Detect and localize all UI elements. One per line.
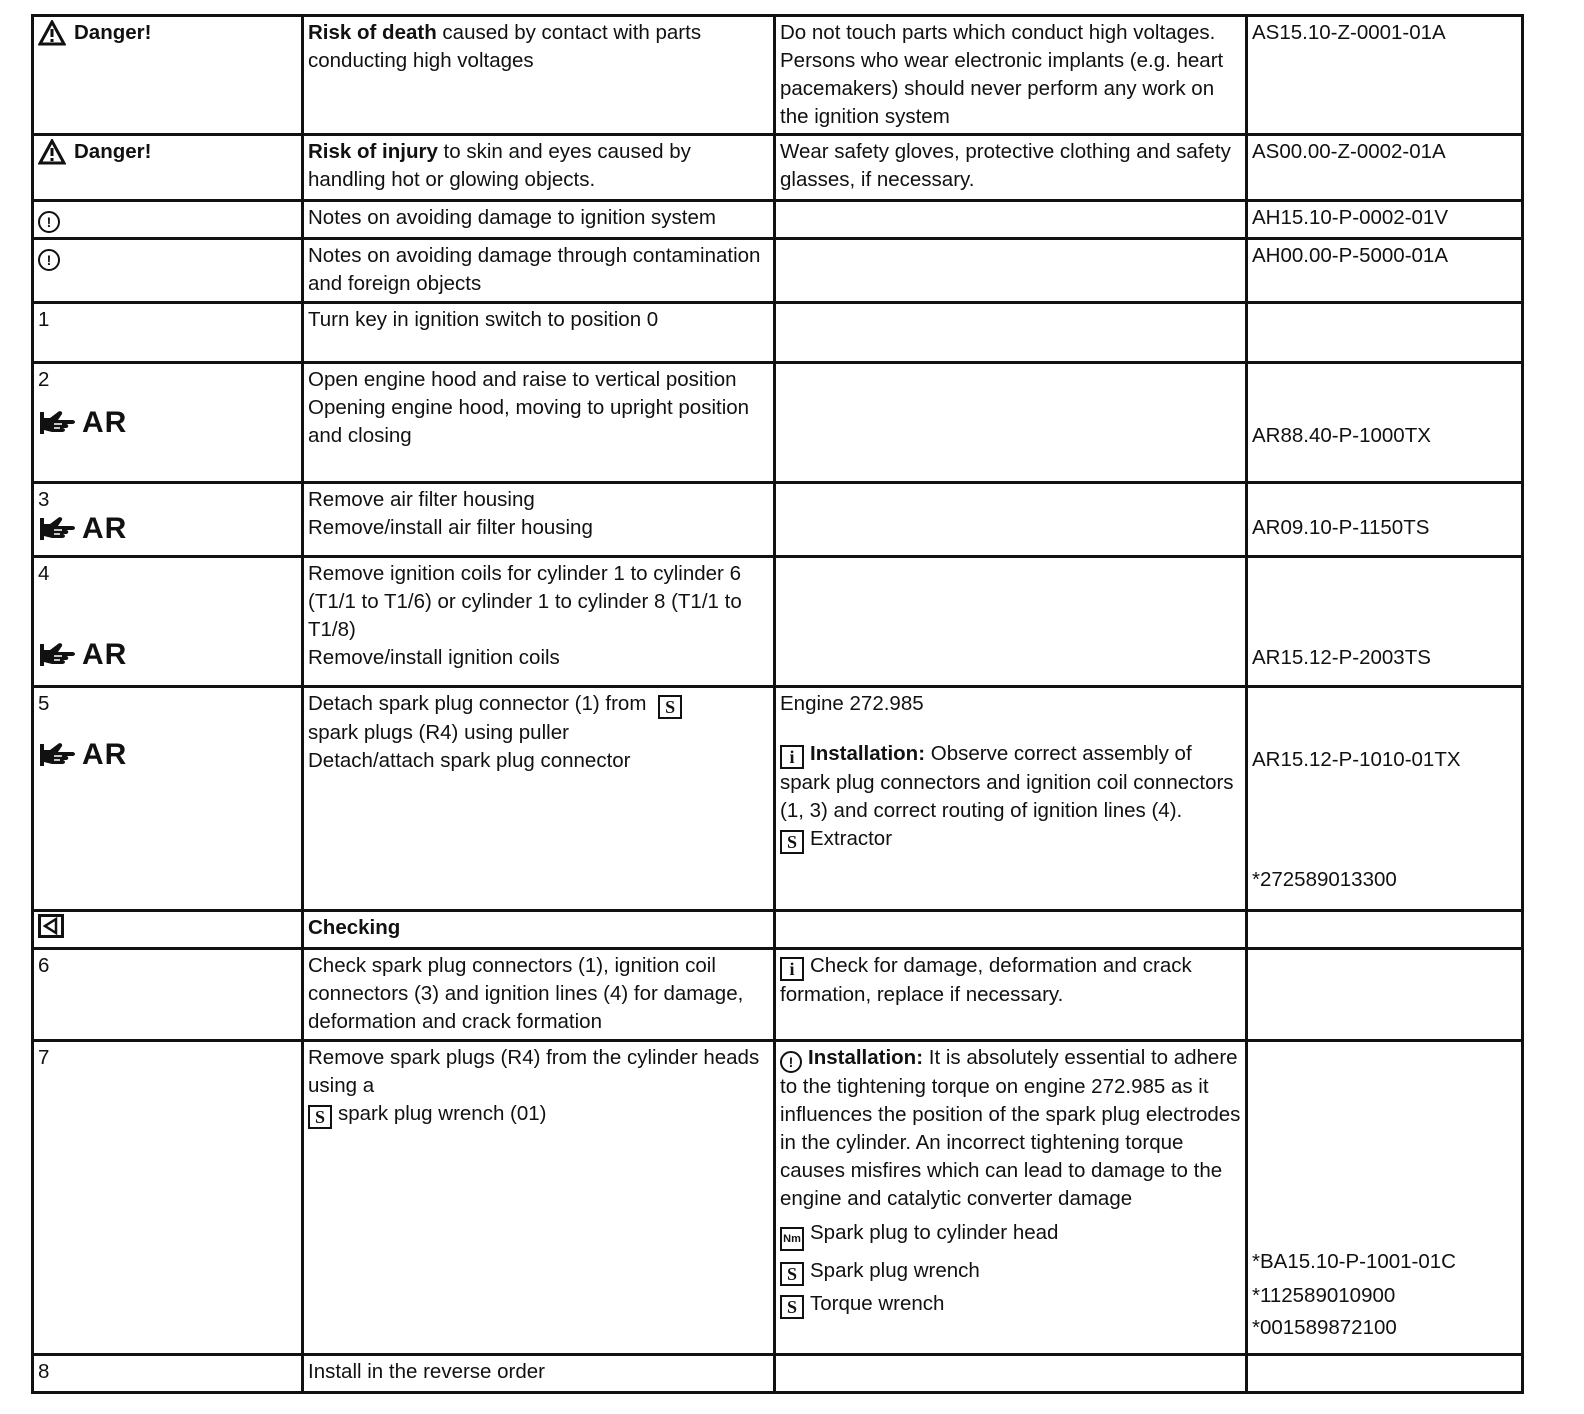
reference-cell xyxy=(1247,303,1523,363)
danger-label: Danger! xyxy=(74,140,152,163)
table-row xyxy=(33,687,1523,911)
table-row xyxy=(33,1355,1523,1393)
warning-triangle-icon xyxy=(38,139,66,165)
step-cell xyxy=(33,557,303,687)
notes-cell xyxy=(775,303,1247,363)
table-row xyxy=(33,303,1523,363)
ar-reference-marker: AR xyxy=(38,408,297,438)
notes-cell xyxy=(775,363,1247,483)
danger-label: Danger! xyxy=(74,21,152,44)
table-row xyxy=(33,1041,1523,1355)
description-cell: Install in the reverse order xyxy=(303,1355,775,1393)
description-cell: Remove air filter housing Remove/install air filter housing xyxy=(303,483,775,557)
table-row xyxy=(33,16,1523,135)
description-cell: Open engine hood and raise to vertical position Opening engine hood, moving to upright position and closing xyxy=(303,363,775,483)
reference-cell: AH15.10-P-0002-01V xyxy=(1247,201,1523,239)
description-cell: Check spark plug connectors (1), ignition coil connectors (3) and ignition lines (4) for damage, deformation and crack formation xyxy=(303,949,775,1041)
step-cell xyxy=(33,911,303,949)
checking-icon xyxy=(38,914,64,938)
notes-cell xyxy=(775,201,1247,239)
step-number: 6 xyxy=(33,949,303,1041)
notice-circle-icon: ! xyxy=(38,211,60,233)
special-tool-icon: S xyxy=(658,695,682,719)
notes-cell xyxy=(775,483,1247,557)
reference-cell xyxy=(1247,911,1523,949)
description-cell: Notes on avoiding damage to ignition system xyxy=(303,201,775,239)
special-tool-icon: S xyxy=(780,1295,804,1319)
torque-nm-icon: Nm xyxy=(780,1227,804,1251)
reference-cell xyxy=(1247,949,1523,1041)
step-number: 2 xyxy=(38,368,50,391)
step-number: 8 xyxy=(33,1355,303,1393)
info-icon: i xyxy=(780,745,804,769)
reference-cell: AR15.12-P-2003TS xyxy=(1247,557,1523,687)
step-number: 7 xyxy=(33,1041,303,1355)
pointing-hand-icon xyxy=(38,740,78,770)
table-row xyxy=(33,911,1523,949)
pointing-hand-icon xyxy=(38,514,78,544)
ar-reference-marker: AR xyxy=(38,740,297,770)
reference-cell: AR88.40-P-1000TX xyxy=(1247,363,1523,483)
table-row xyxy=(33,949,1523,1041)
reference-cell: AS15.10-Z-0001-01A xyxy=(1247,16,1523,135)
description-cell: Turn key in ignition switch to position 0 xyxy=(303,303,775,363)
notes-cell: i Check for damage, deformation and crack formation, replace if necessary. xyxy=(775,949,1247,1041)
step-number: 5 xyxy=(38,692,50,715)
notes-cell xyxy=(775,1355,1247,1393)
special-tool-icon: S xyxy=(780,830,804,854)
step-cell xyxy=(33,239,303,303)
table-row xyxy=(33,239,1523,303)
warning-triangle-icon xyxy=(38,20,66,46)
info-icon: i xyxy=(780,957,804,981)
table-row xyxy=(33,483,1523,557)
notes-cell: Do not touch parts which conduct high voltages. Persons who wear electronic implants (e.g. heart pacemakers) should never perform any work on the ignition system xyxy=(775,16,1247,135)
reference-cell: AS00.00-Z-0002-01A xyxy=(1247,135,1523,201)
special-tool-icon: S xyxy=(308,1105,332,1129)
reference-cell: AR15.12-P-1010-01TX *272589013300 xyxy=(1247,687,1523,911)
notes-cell: Engine 272.985 i Installation: Observe correct assembly of spark plug connectors and ignition coil connectors (1, 3) and correct routing of ignition lines (4). S Extractor xyxy=(775,687,1247,911)
notice-circle-icon: ! xyxy=(780,1051,802,1073)
step-cell xyxy=(33,363,303,483)
step-cell xyxy=(33,201,303,239)
table-row xyxy=(33,557,1523,687)
description-cell: Detach spark plug connector (1) from S spark plugs (R4) using puller Detach/attach spark plug connector xyxy=(303,687,775,911)
description-cell: Risk of death caused by contact with parts conducting high voltages xyxy=(303,16,775,135)
reference-cell: AR09.10-P-1150TS xyxy=(1247,483,1523,557)
notes-cell: Wear safety gloves, protective clothing and safety glasses, if necessary. xyxy=(775,135,1247,201)
procedure-table xyxy=(31,14,1524,1394)
description-cell: Risk of injury to skin and eyes caused by handling hot or glowing objects. xyxy=(303,135,775,201)
description-cell: Notes on avoiding damage through contamination and foreign objects xyxy=(303,239,775,303)
reference-cell xyxy=(1247,1355,1523,1393)
notes-cell xyxy=(775,911,1247,949)
notes-cell xyxy=(775,239,1247,303)
notes-cell: ! Installation: It is absolutely essential to adhere to the tightening torque on engine 272.985 as it influences the position of the spark plug electrodes in the cylinder. An incorrect tightening torque causes misfires which can lead to damage to the engine and catalytic converter damage Nm Spark plug to cylinder head S Spark plug wrench S Torque wrench xyxy=(775,1041,1247,1355)
pointing-hand-icon xyxy=(38,408,78,438)
step-number: 3 xyxy=(38,488,50,511)
notice-circle-icon: ! xyxy=(38,249,60,271)
special-tool-icon: S xyxy=(780,1262,804,1286)
ar-reference-marker: AR xyxy=(38,640,297,670)
table-row xyxy=(33,201,1523,239)
step-number: 1 xyxy=(33,303,303,363)
step-cell xyxy=(33,16,303,135)
description-cell: Remove ignition coils for cylinder 1 to cylinder 6 (T1/1 to T1/6) or cylinder 1 to cylinder 8 (T1/1 to T1/8) Remove/install ignition coils xyxy=(303,557,775,687)
reference-cell: AH00.00-P-5000-01A xyxy=(1247,239,1523,303)
ar-reference-marker: AR xyxy=(38,514,297,544)
step-cell xyxy=(33,483,303,557)
table-row xyxy=(33,363,1523,483)
description-cell: Remove spark plugs (R4) from the cylinder heads using a S spark plug wrench (01) xyxy=(303,1041,775,1355)
section-heading: Checking xyxy=(303,911,775,949)
step-cell xyxy=(33,687,303,911)
step-number: 4 xyxy=(38,562,50,585)
notes-cell xyxy=(775,557,1247,687)
reference-cell: *BA15.10-P-1001-01C *112589010900 *001589872100 xyxy=(1247,1041,1523,1355)
pointing-hand-icon xyxy=(38,640,78,670)
table-row xyxy=(33,135,1523,201)
step-cell xyxy=(33,135,303,201)
